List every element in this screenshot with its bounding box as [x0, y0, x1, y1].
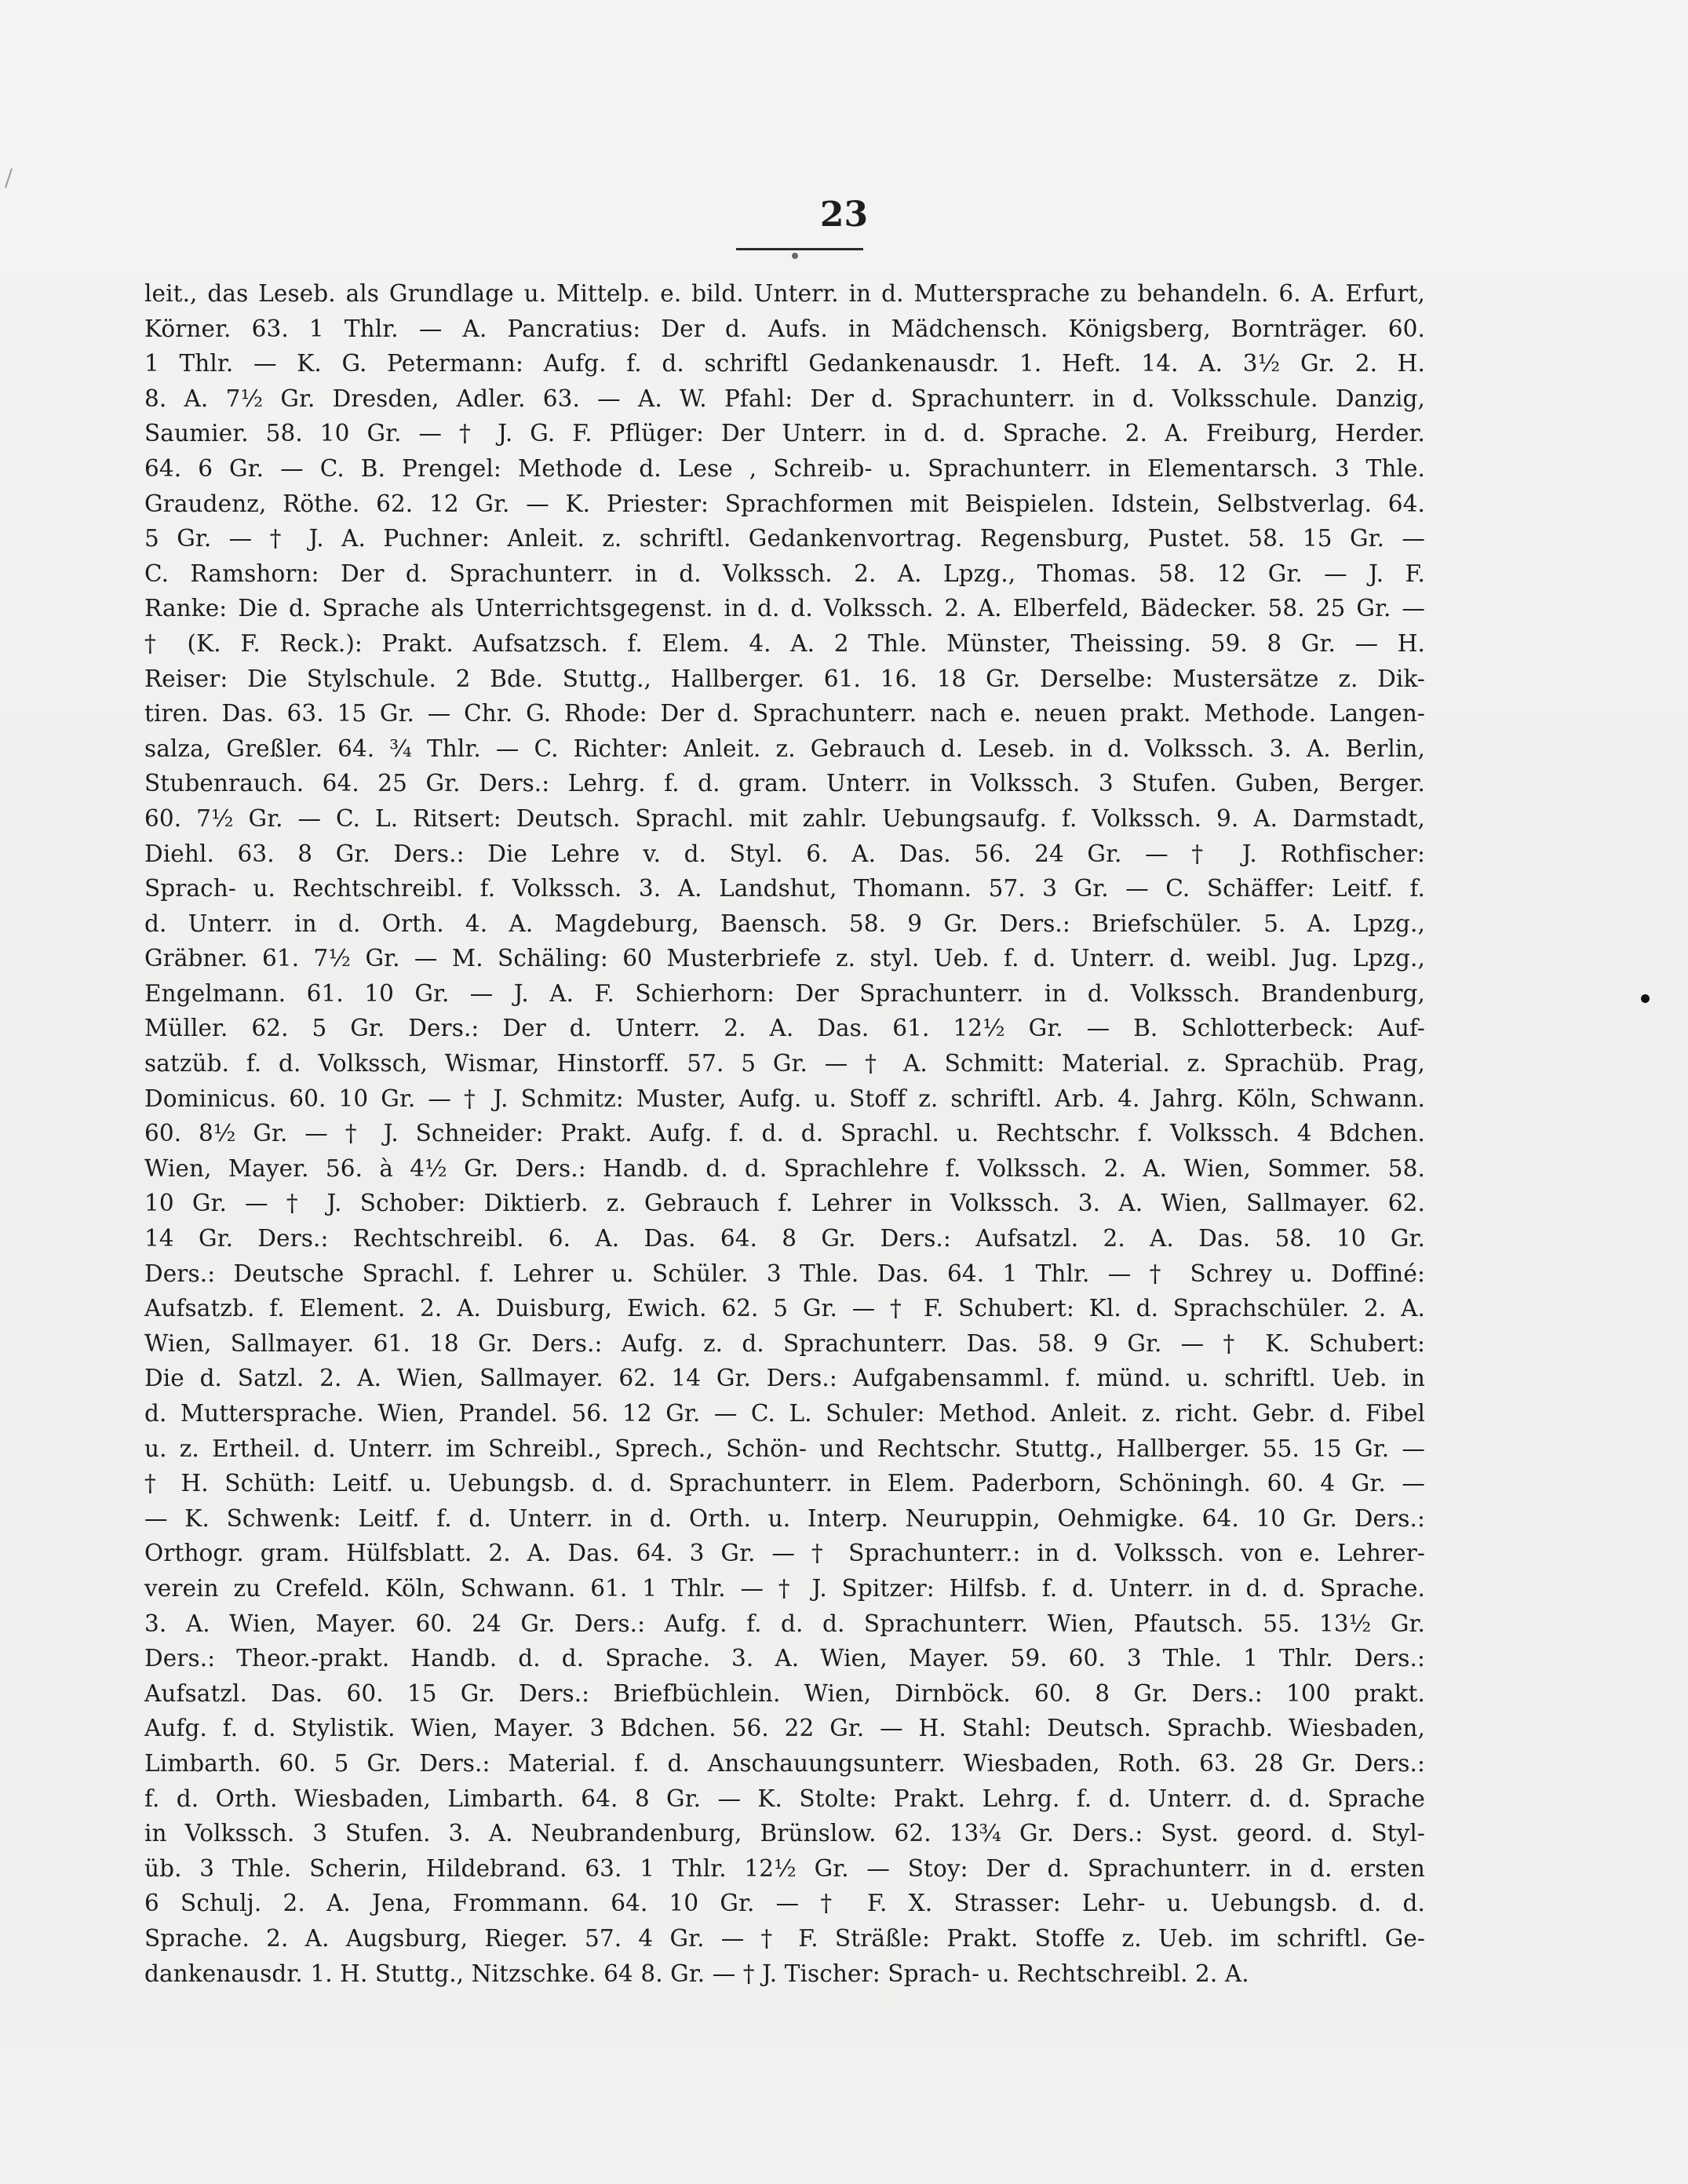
bibliography-text-block	[144, 276, 1425, 1991]
text-line: 1 Thlr. — K. G. Petermann: Aufg. f. d. schriftl Gedankenausdr. 1. Heft. 14. A. 3½ Gr. 2. H.	[144, 350, 1425, 377]
text-line: Körner. 63. 1 Thlr. — A. Pancratius: Der d. Aufs. in Mädchensch. Königsberg, Bornträger. 60.	[144, 315, 1425, 342]
text-line: Engelmann. 61. 10 Gr. — J. A. F. Schierhorn: Der Sprachunterr. in d. Volkssch. Brandenburg,	[144, 979, 1425, 1007]
text-line: d. Unterr. in d. Orth. 4. A. Magdeburg, Baensch. 58. 9 Gr. Ders.: Briefschüler. 5. A. Lpzg.,	[144, 910, 1425, 937]
text-line: Gräbner. 61. 7½ Gr. — M. Schäling: 60 Musterbriefe z. styl. Ueb. f. d. Unterr. d. weibl. Jug. Lpzg.,	[144, 945, 1425, 972]
text-line: † H. Schüth: Leitf. u. Uebungsb. d. d. Sprachunterr. in Elem. Paderborn, Schöningh. 60. 4 Gr. —	[144, 1470, 1425, 1497]
text-line: — K. Schwenk: Leitf. f. d. Unterr. in d. Orth. u. Interp. Neuruppin, Oehmigke. 64. 10 Gr. Ders.:	[144, 1504, 1425, 1532]
text-line: 60. 8½ Gr. — † J. Schneider: Prakt. Aufg. f. d. d. Sprachl. u. Rechtschr. f. Volkssch. 4 Bdchen.	[144, 1120, 1425, 1147]
text-line: salza, Greßler. 64. ¾ Thlr. — C. Richter: Anleit. z. Gebrauch d. Leseb. in d. Volkssch. 3. A. Berlin,	[144, 735, 1425, 762]
text-line: Graudenz, Röthe. 62. 12 Gr. — K. Priester: Sprachformen mit Beispielen. Idstein, Selbstverlag. 64.	[144, 490, 1425, 517]
text-line: Orthogr. gram. Hülfsblatt. 2. A. Das. 64. 3 Gr. — † Sprachunterr.: in d. Volkssch. von e. Lehrer-	[144, 1540, 1425, 1567]
text-line: 3. A. Wien, Mayer. 60. 24 Gr. Ders.: Aufg. f. d. d. Sprachunterr. Wien, Pfautsch. 55. 13½ Gr.	[144, 1610, 1425, 1637]
text-line: Müller. 62. 5 Gr. Ders.: Der d. Unterr. 2. A. Das. 61. 12½ Gr. — B. Schlotterbeck: Auf-	[144, 1015, 1425, 1042]
text-line: dankenausdr. 1. H. Stuttg., Nitzschke. 64 8. Gr. — † J. Tischer: Sprach- u. Rechtschreibl. 2. A.	[144, 1960, 1249, 1987]
text-line: C. Ramshorn: Der d. Sprachunterr. in d. Volkssch. 2. A. Lpzg., Thomas. 58. 12 Gr. — J. F.	[144, 560, 1425, 587]
text-line: leit., das Leseb. als Grundlage u. Mittelp. e. bild. Unterr. in d. Muttersprache zu behandeln. 6. A. Erfurt,	[144, 280, 1425, 307]
text-line: Stubenrauch. 64. 25 Gr. Ders.: Lehrg. f. d. gram. Unterr. in Volkssch. 3 Stufen. Guben, Berger.	[144, 770, 1425, 797]
text-line: Aufsatzb. f. Element. 2. A. Duisburg, Ewich. 62. 5 Gr. — † F. Schubert: Kl. d. Sprachschüler. 2. A.	[144, 1295, 1425, 1322]
header-rule	[736, 248, 863, 250]
text-line: verein zu Crefeld. Köln, Schwann. 61. 1 Thlr. — † J. Spitzer: Hilfsb. f. d. Unterr. in d. d. Sprache.	[144, 1574, 1425, 1602]
margin-mark	[5, 168, 13, 188]
text-line: 60. 7½ Gr. — C. L. Ritsert: Deutsch. Sprachl. mit zahlr. Uebungsaufg. f. Volkssch. 9. A. Darmstadt,	[144, 804, 1425, 832]
text-line: 14 Gr. Ders.: Rechtschreibl. 6. A. Das. 64. 8 Gr. Ders.: Aufsatzl. 2. A. Das. 58. 10 Gr.	[144, 1225, 1425, 1252]
text-line: Reiser: Die Stylschule. 2 Bde. Stuttg., Hallberger. 61. 16. 18 Gr. Derselbe: Mustersätze z. Dik-	[144, 665, 1425, 692]
text-line: Die d. Satzl. 2. A. Wien, Sallmayer. 62. 14 Gr. Ders.: Aufgabensamml. f. münd. u. schriftl. Ueb. in	[144, 1365, 1425, 1392]
text-line: Diehl. 63. 8 Gr. Ders.: Die Lehre v. d. Styl. 6. A. Das. 56. 24 Gr. — † J. Rothfischer:	[144, 840, 1425, 867]
text-line: üb. 3 Thle. Scherin, Hildebrand. 63. 1 Thlr. 12½ Gr. — Stoy: Der d. Sprachunterr. in d. ersten	[144, 1854, 1425, 1882]
text-line: d. Muttersprache. Wien, Prandel. 56. 12 Gr. — C. L. Schuler: Method. Anleit. z. richt. Gebr. d. Fibel	[144, 1400, 1425, 1427]
text-line: Ders.: Theor.-prakt. Handb. d. d. Sprache. 3. A. Wien, Mayer. 59. 60. 3 Thle. 1 Thlr. Ders.:	[144, 1645, 1425, 1672]
text-line: Saumier. 58. 10 Gr. — † J. G. F. Pflüger: Der Unterr. in d. d. Sprache. 2. A. Freiburg, Herder.	[144, 420, 1425, 447]
text-line: Limbarth. 60. 5 Gr. Ders.: Material. f. d. Anschauungsunterr. Wiesbaden, Roth. 63. 28 Gr. Ders.:	[144, 1749, 1425, 1777]
text-line: Dominicus. 60. 10 Gr. — † J. Schmitz: Muster, Aufg. u. Stoff z. schriftl. Arb. 4. Jahrg. Köln, Schwann.	[144, 1085, 1425, 1112]
text-line: Sprach- u. Rechtschreibl. f. Volkssch. 3. A. Landshut, Thomann. 57. 3 Gr. — C. Schäffer: Leitf. f.	[144, 875, 1425, 902]
page-number: 23	[819, 195, 869, 235]
text-line: Wien, Sallmayer. 61. 18 Gr. Ders.: Aufg. z. d. Sprachunterr. Das. 58. 9 Gr. — † K. Schubert:	[144, 1329, 1425, 1357]
header-ornament-dot	[792, 253, 798, 259]
text-line: 5 Gr. — † J. A. Puchner: Anleit. z. schriftl. Gedankenvortrag. Regensburg, Pustet. 58. 15 Gr. —	[144, 525, 1425, 552]
text-line: Wien, Mayer. 56. à 4½ Gr. Ders.: Handb. d. d. Sprachlehre f. Volkssch. 2. A. Wien, Sommer. 58.	[144, 1154, 1425, 1182]
text-line: satzüb. f. d. Volkssch, Wismar, Hinstorff. 57. 5 Gr. — † A. Schmitt: Material. z. Sprachüb. Prag,	[144, 1050, 1425, 1077]
text-line: tiren. Das. 63. 15 Gr. — Chr. G. Rhode: Der d. Sprachunterr. nach e. neuen prakt. Methode. Langen-	[144, 700, 1425, 727]
text-line: 10 Gr. — † J. Schober: Diktierb. z. Gebrauch f. Lehrer in Volkssch. 3. A. Wien, Sallmayer. 62.	[144, 1190, 1425, 1217]
text-line: f. d. Orth. Wiesbaden, Limbarth. 64. 8 Gr. — K. Stolte: Prakt. Lehrg. f. d. Unterr. d. d. Sprache	[144, 1785, 1425, 1812]
ink-speck	[1641, 994, 1650, 1003]
text-line: 6 Schulj. 2. A. Jena, Frommann. 64. 10 Gr. — † F. X. Strasser: Lehr- u. Uebungsb. d. d.	[144, 1890, 1425, 1917]
text-line: 64. 6 Gr. — C. B. Prengel: Methode d. Lese , Schreib- u. Sprachunterr. in Elementarsch. 3 Thle.	[144, 454, 1425, 482]
text-line: Ranke: Die d. Sprache als Unterrichtsgegenst. in d. d. Volkssch. 2. A. Elberfeld, Bädecker. 58. 25 Gr. —	[144, 595, 1425, 622]
text-line: u. z. Ertheil. d. Unterr. im Schreibl., Sprech., Schön- und Rechtschr. Stuttg., Hallberger. 55. 15 Gr. —	[144, 1435, 1425, 1462]
text-line: Sprache. 2. A. Augsburg, Rieger. 57. 4 Gr. — † F. Sträßle: Prakt. Stoffe z. Ueb. im schriftl. Ge-	[144, 1924, 1425, 1952]
text-line: in Volkssch. 3 Stufen. 3. A. Neubrandenburg, Brünslow. 62. 13¾ Gr. Ders.: Syst. geord. d. Styl-	[144, 1820, 1425, 1847]
text-line: † (K. F. Reck.): Prakt. Aufsatzsch. f. Elem. 4. A. 2 Thle. Münster, Theissing. 59. 8 Gr. — H.	[144, 629, 1425, 657]
text-line: 8. A. 7½ Gr. Dresden, Adler. 63. — A. W. Pfahl: Der d. Sprachunterr. in d. Volksschule. Danzig,	[144, 385, 1425, 412]
text-line: Aufg. f. d. Stylistik. Wien, Mayer. 3 Bdchen. 56. 22 Gr. — H. Stahl: Deutsch. Sprachb. Wiesbaden,	[144, 1715, 1425, 1742]
text-line: Ders.: Deutsche Sprachl. f. Lehrer u. Schüler. 3 Thle. Das. 64. 1 Thlr. — † Schrey u. Doffiné:	[144, 1260, 1425, 1287]
text-line: Aufsatzl. Das. 60. 15 Gr. Ders.: Briefbüchlein. Wien, Dirnböck. 60. 8 Gr. Ders.: 100 prakt.	[144, 1679, 1425, 1707]
